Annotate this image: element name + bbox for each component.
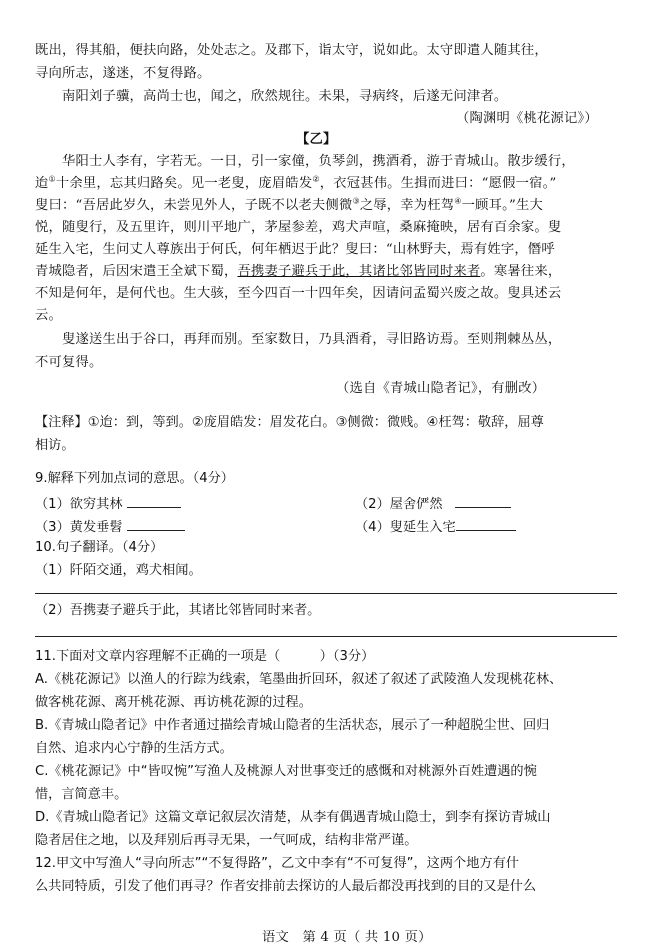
yi-p1-line-7: 不知是何年，是何代也。生大骇，至今四百一十四年矣，因请问孟蜀兴废之故。叟具述云 [35,286,562,301]
answer-blank-4[interactable] [456,516,516,531]
notes-line-1: 【注释】①迨：到，等到。②庞眉皓发：眉发花白。③侧微：微贱。④枉驾：敬辞，屈尊 [35,415,544,430]
page-footer: 语文 第 4 页（ 共 10 页） [262,930,432,945]
answer-line-2[interactable] [35,636,617,637]
yi-p1-line-2: 迨①十余里，忘其归路矣。见一老叟，庞眉皓发②，衣冠甚伟。生揖而进曰：“愿假一宿。” [35,174,557,191]
q10-title: 10.句子翻译。（4分） [35,540,164,555]
q9-item-4: （4）叟延生入宅 [355,516,516,537]
q11-option-a-line-1: A.《桃花源记》以渔人的行踪为线索，笔墨曲折回环，叙述了叙述了武陵渔人发现桃花林、 [35,672,563,687]
q9-title: 9.解释下列加点词的意思。（4分） [35,471,234,486]
yi-p1-line-6: 青城隐者，后因宋遣王全斌下蜀，吾携妻子避兵于此，其诸比邻皆同时来者。寒暑往来， [35,264,562,279]
jia-source: （陶渊明《桃花源记》） [456,111,598,126]
q11-option-d-line-2: 隐者居住之地，以及拜别后再寻无果，一气呵成，结构非常严谨。 [35,833,418,848]
yi-source: （选自《青城山隐者记》，有删改） [336,381,546,396]
q9-item-3: （3）黄发垂髫 [35,516,185,537]
q11-option-c-line-2: 惜，言简意丰。 [35,787,128,802]
yi-title: 【乙】 [296,132,337,147]
answer-blank-1[interactable] [127,493,181,508]
yi-p1-line-4: 悦，随叟行，及五里许，则川平地广，茅屋参差，鸡犬声喧，桑麻掩映，居有百余家。叟 [35,220,562,235]
yi-p1-line-5: 延生入宅，生问丈人尊族出于何氏，何年栖迟于此？叟曰：“山林野夫，焉有姓字，僭呼 [35,242,555,257]
q12-line-1: 12.甲文中写渔人“寻向所志”“不复得路”，乙文中李有“不可复得”，这两个地方有什 [35,856,519,871]
note-mark-2: ② [312,174,320,184]
jia-line-2: 寻向所志，遂迷，不复得路。 [35,66,211,81]
jia-line-1: 既出，得其船，便扶向路，处处志之。及郡下，诣太守，说如此。太守即遣人随其往， [35,43,548,58]
underlined-sentence: 吾携妻子避兵于此，其诸比邻皆同时来者 [237,264,481,279]
answer-blank-2[interactable] [455,493,511,508]
yi-p1-line-1: 华阳士人李有，字若无。一日，引一家僮，负琴剑，携酒肴，游于青城山。散步缓行， [62,154,575,169]
yi-p1-line-8: 云。 [35,308,62,323]
answer-line-1[interactable] [35,593,617,594]
q11-option-b-line-1: B.《青城山隐者记》中作者通过描绘青城山隐者的生活状态，展示了一种超脱尘世、回归 [35,718,550,733]
q12-line-2: 么共同特质，引发了他们再寻？作者安排前去探访的人最后都没再找到的目的又是什么 [35,879,537,894]
q11-option-b-line-2: 自然、追求内心宁静的生活方式。 [35,741,233,756]
note-mark-3: ③ [352,196,360,206]
note-mark-1: ① [48,174,56,184]
q11-option-d-line-1: D.《青城山隐者记》这篇文章记叙层次清楚，从李有偶遇青城山隐士，到李有探访青城山 [35,810,551,825]
q11-option-a-line-2: 做客桃花源、离开桃花源、再访桃花源的过程。 [35,695,312,710]
yi-p2-line-1: 叟遂送生出于谷口，再拜而别。至家数日，乃具酒肴，寻旧路访焉。至则荆棘丛丛， [62,332,562,347]
note-mark-4: ④ [454,196,462,206]
q10-item-2: （2）吾携妻子避兵于此，其诸比邻皆同时来者。 [35,603,321,618]
yi-p1-line-3: 叟曰：“吾居此岁久，未尝见外人，子既不以老夫侧微③之辱，幸为枉驾④一顾耳。”生大 [35,196,544,213]
yi-p2-line-2: 不可复得。 [35,355,103,370]
notes-line-2: 相访。 [35,438,75,453]
q9-item-2: （2）屋舍俨然 [355,493,511,514]
answer-blank-3[interactable] [127,516,185,531]
q10-item-1: （1）阡陌交通，鸡犬相闻。 [35,563,202,578]
q11-title: 11.下面对文章内容理解不正确的一项是（ ）（3分） [35,649,375,664]
q9-item-1: （1）欲穷其林 [35,493,181,514]
jia-line-3: 南阳刘子骥，高尚士也，闻之，欣然规往。未果，寻病终，后遂无问津者。 [62,89,508,104]
q11-option-c-line-1: C.《桃花源记》中“皆叹惋”写渔人及桃源人对世事变迁的感慨和对桃源外百姓遭遇的惋 [35,764,537,779]
